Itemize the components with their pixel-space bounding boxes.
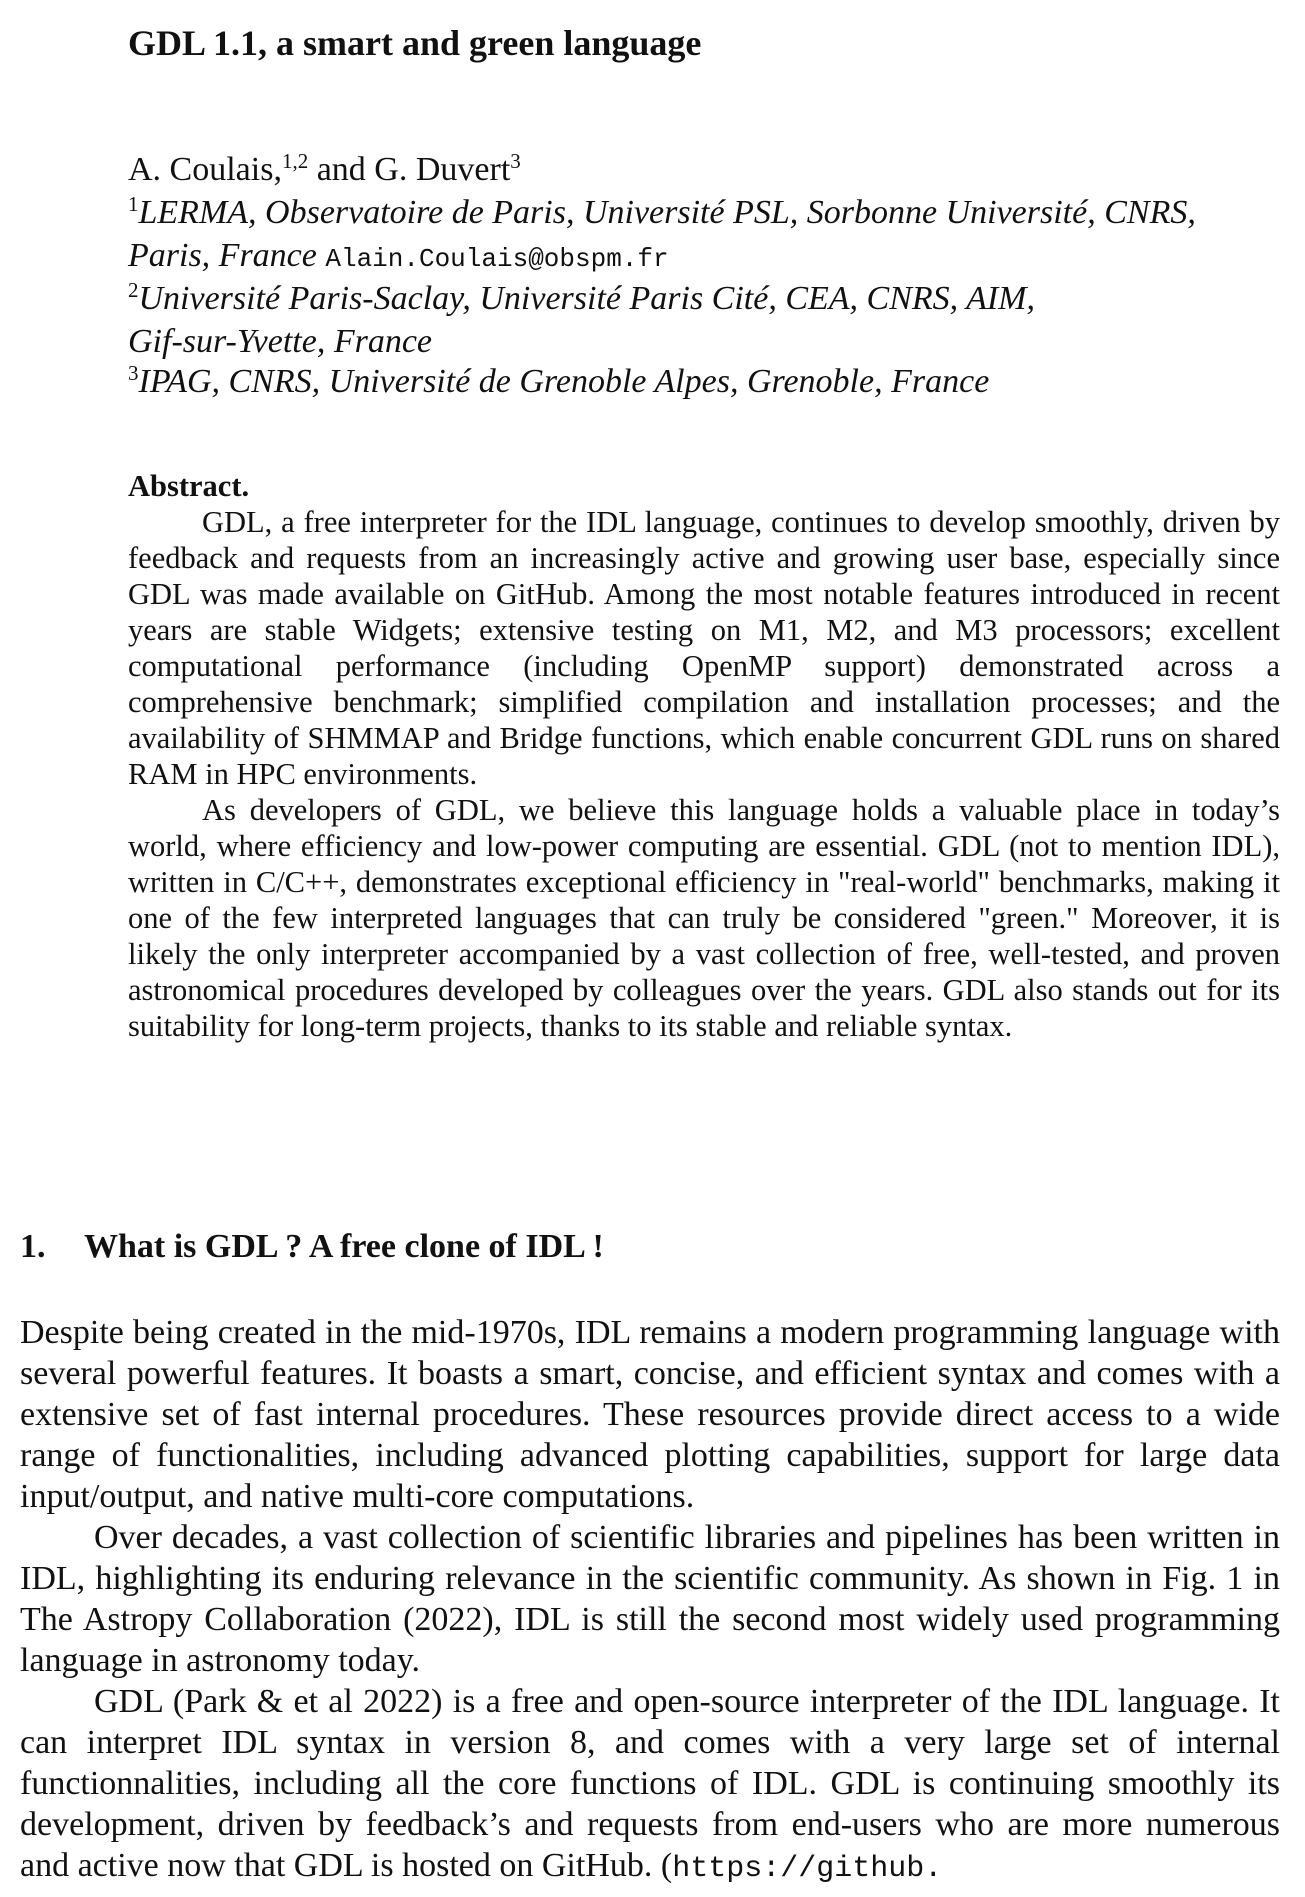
affiliation-2-cont: Gif-sur-Yvette, France [128, 323, 433, 360]
abstract-paragraph-2: As developers of GDL, we believe this language holds a valuable place in today’s world, where efficiency and low-power computing are essential. GDL (not to mention IDL), written in C/C++, demonstrates exceptional efficiency in "real-world" benchmarks, making it one of the few interpreted languages that can truly be considered "green." Moreover, it is likely the only interpreter accompanied by a vast collection of free, well-tested, and proven astronomical procedures developed by colleagues over the years. GDL also stands out for its suitability for long-term projects, thanks to its stable and reliable syntax. [128, 793, 1280, 1043]
affiliation-1: $^1$LERMA, Observatoire de Paris, Université PSL, Sorbonne Université, CNRS, [128, 192, 1196, 231]
section-title: What is GDL ? A free clone of IDL ! [84, 1228, 604, 1265]
author-line [128, 150, 1278, 193]
author-1-affiliation-marks: 1,2 [281, 149, 309, 173]
author-email[interactable]: Alain.Coulais@obspm.fr [325, 244, 669, 274]
section-number: 1. [20, 1228, 46, 1265]
affiliation-2: $^2$Université Paris-Saclay, Université Paris Cité, CEA, CNRS, AIM, [128, 278, 1035, 317]
body-paragraph-3: GDL (Park & et al 2022) is a free and open-source interpreter of the IDL language. It can interpret IDL syntax in version 8, and comes with a very large set of internal functionnalities, including all the core functions of IDL. GDL is continuing smoothly its development, driven by feedback’s and requests from end-users who are more numerous and active now that GDL is hosted on GitHub. (https://github. [20, 1683, 1280, 1886]
affiliation-3: $^3$IPAG, CNRS, Université de Grenoble Alpes, Grenoble, France [128, 361, 990, 400]
abstract-paragraph-1: GDL, a free interpreter for the IDL language, continues to develop smoothly, driven by feedback and requests from an increasingly active and growing user base, especially since GDL was made available on GitHub. Among the most notable features introduced in recent years are stable Widgets; extensive testing on M1, M2, and M3 processors; excellent computational performance (including OpenMP support) demonstrated across a comprehensive benchmark; simplified compilation and installation processes; and the availability of SHMMAP and Bridge functions, which enable concurrent GDL runs on shared RAM in HPC environments. [128, 505, 1280, 791]
paper-title: GDL 1.1, a smart and green language [128, 23, 702, 63]
abstract [128, 468, 1280, 1044]
section-1-body [20, 1312, 1280, 1890]
affiliation-1-cont: Paris, France Alain.Coulais@obspm.fr [128, 237, 669, 274]
author-block [128, 150, 1278, 405]
author-2-affiliation-marks: 3 [510, 149, 521, 173]
body-paragraph-2: Over decades, a vast collection of scientific libraries and pipelines has been written in IDL, highlighting its enduring relevance in the scientific community. As shown in Fig. 1 in The Astropy Collaboration (2022), IDL is still the second most widely used programming language in astronomy today. [20, 1519, 1280, 1679]
author-1: A. Coulais, [128, 151, 282, 188]
body-paragraph-1: Despite being created in the mid-1970s, IDL remains a modern programming language with several powerful features. It boasts a smart, concise, and efficient syntax and comes with a extensive set of fast internal procedures. These resources provide direct access to a wide range of functionalities, including advanced plotting capabilities, support for large data input/output, and native multi-core computations. [20, 1314, 1280, 1515]
github-link[interactable]: https://github. [672, 1852, 943, 1886]
author-2: and G. Duvert [308, 151, 511, 188]
abstract-heading: Abstract. [128, 469, 250, 503]
section-1-heading [20, 1228, 604, 1266]
